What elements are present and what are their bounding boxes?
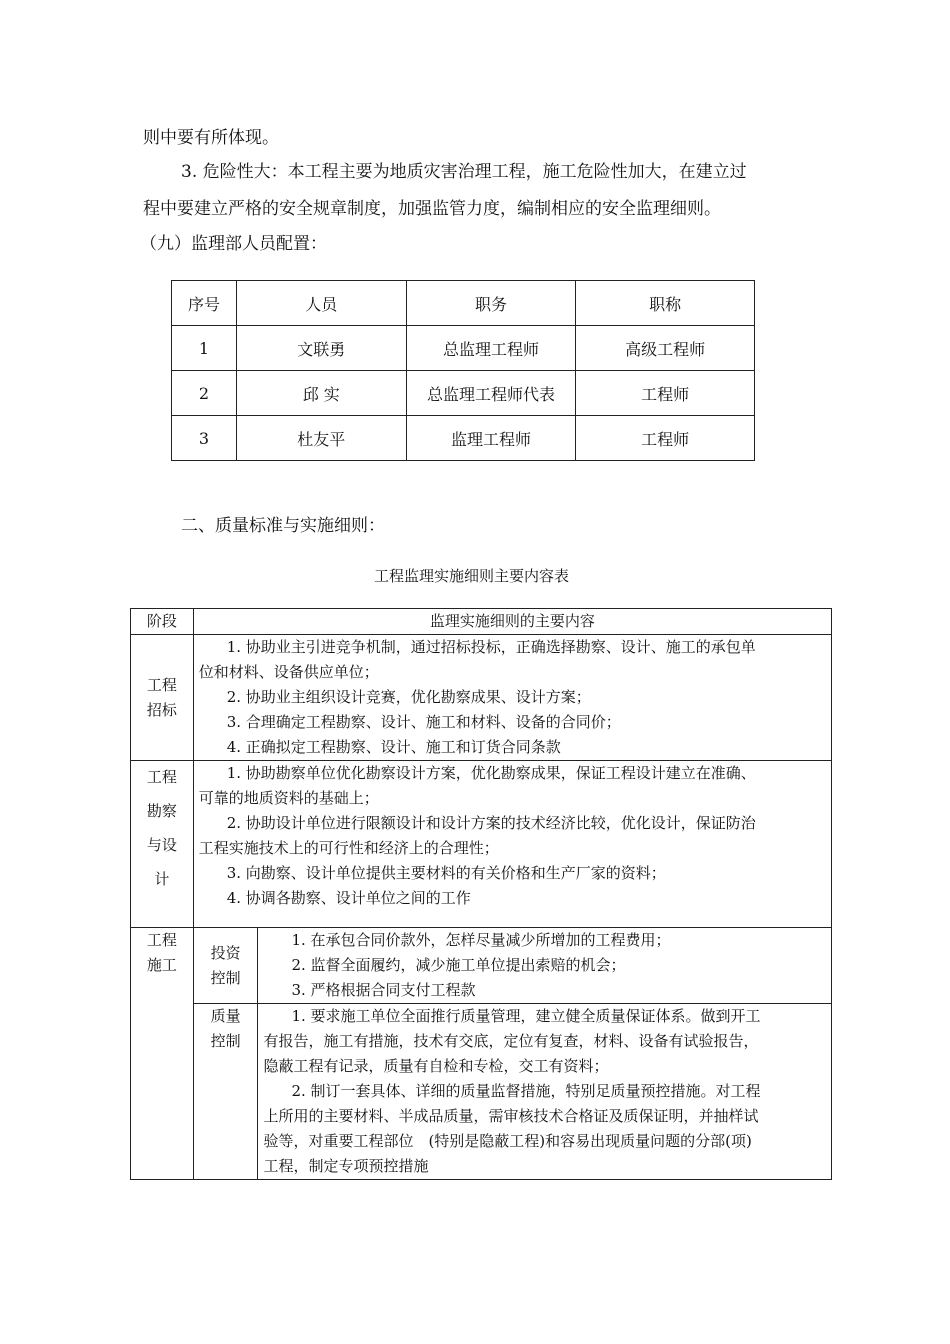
content-cell-survey-design bbox=[193, 761, 831, 928]
table-row bbox=[131, 635, 832, 761]
staff-table bbox=[171, 280, 755, 461]
table-row bbox=[172, 326, 755, 371]
content-line: 工程，制定专项预控措施 bbox=[263, 1157, 429, 1175]
paragraph-2-line-2: 程中要建立严格的安全规章制度，加强监管力度，编制相应的安全监理细则。 bbox=[143, 199, 721, 219]
table-cell: 3 bbox=[172, 416, 237, 461]
content-line: 1. 协助勘察单位优化勘察设计方案，优化勘察成果，保证工程设计建立在准确、 bbox=[226, 764, 756, 782]
content-line: 3. 向勘察、设计单位提供主要材料的有关价格和生产厂家的资料； bbox=[226, 864, 666, 882]
substage-name: 投资 bbox=[210, 943, 241, 962]
stage-cell-survey-design bbox=[131, 761, 194, 928]
paragraph-2-line-1: 3. 危险性大：本工程主要为地质灾害治理工程，施工危险性加大，在建立过 bbox=[181, 162, 747, 182]
content-line: 2. 协助业主组织设计竞赛，优化勘察成果、设计方案； bbox=[226, 688, 591, 706]
content-line: 2. 制订一套具体、详细的质量监督措施，特别足质量预控措施。对工程 bbox=[291, 1082, 761, 1100]
header-cell: 序号 bbox=[172, 281, 237, 326]
stage-name: 工程 bbox=[146, 931, 177, 949]
content-line: 有报告，施工有措施，技术有交底，定位有复查，材料、设备有试验报告， bbox=[263, 1032, 759, 1050]
content-cell-investment bbox=[258, 928, 832, 1004]
content-line: 3. 合理确定工程勘察、设计、施工和材料、设备的合同价； bbox=[226, 713, 621, 731]
table-row bbox=[131, 761, 832, 928]
paragraph-1: 则中要有所体现。 bbox=[143, 128, 279, 148]
content-line: 验等，对重要工程部位 (特别是隐蔽工程)和容易出现质量问题的分部(项) bbox=[263, 1132, 752, 1150]
content-line: 1. 协助业主引进竞争机制，通过招标投标，正确选择勘察、设计、施工的承包单 bbox=[226, 638, 756, 656]
content-line: 4. 正确拟定工程勘察、设计、施工和订货合同条款 bbox=[226, 738, 561, 756]
stage-name: 与设 bbox=[146, 836, 177, 854]
table-row bbox=[131, 928, 832, 1004]
table-row bbox=[131, 1004, 832, 1180]
table-cell: 文联勇 bbox=[236, 326, 406, 371]
stage-cell-construction bbox=[131, 928, 194, 1180]
content-line: 4. 协调各勘察、设计单位之间的工作 bbox=[226, 889, 471, 907]
substage-name: 质量 bbox=[210, 1007, 241, 1025]
table-row bbox=[172, 371, 755, 416]
table-cell: 工程师 bbox=[576, 371, 755, 416]
content-line: 2. 监督全面履约，减少施工单位提出索赔的机会； bbox=[291, 956, 626, 974]
stage-header: 阶段 bbox=[131, 609, 194, 635]
content-line: 1. 要求施工单位全面推行质量管理，建立健全质量保证体系。做到开工 bbox=[291, 1007, 761, 1025]
stage-name: 计 bbox=[154, 870, 170, 888]
table-cell: 杜友平 bbox=[236, 416, 406, 461]
content-line: 3. 严格根据合同支付工程款 bbox=[291, 981, 476, 999]
table-row bbox=[172, 416, 755, 461]
table-cell: 2 bbox=[172, 371, 237, 416]
content-line: 1. 在承包合同价款外，怎样尽量减少所增加的工程费用； bbox=[291, 931, 671, 949]
substage-cell-quality bbox=[193, 1004, 258, 1180]
content-cell-bidding bbox=[193, 635, 831, 761]
substage-name: 控制 bbox=[210, 968, 241, 987]
table-cell: 监理工程师 bbox=[406, 416, 576, 461]
table-header-row bbox=[131, 609, 832, 635]
table-cell: 工程师 bbox=[576, 416, 755, 461]
main-content-table bbox=[130, 608, 832, 1180]
header-cell: 人员 bbox=[236, 281, 406, 326]
stage-name: 施工 bbox=[146, 956, 177, 974]
content-header: 监理实施细则的主要内容 bbox=[193, 609, 831, 635]
substage-cell-investment bbox=[193, 928, 258, 1004]
stage-name: 勘察 bbox=[146, 802, 177, 820]
content-line: 2. 协助设计单位进行限额设计和设计方案的技术经济比较，优化设计，保证防治 bbox=[226, 814, 756, 832]
table-cell: 邱 实 bbox=[236, 371, 406, 416]
table-cell: 总监理工程师 bbox=[406, 326, 576, 371]
stage-name: 工程 bbox=[146, 675, 177, 694]
substage-name: 控制 bbox=[210, 1032, 241, 1050]
stage-cell-bidding bbox=[131, 635, 194, 761]
header-cell: 职称 bbox=[576, 281, 755, 326]
content-line: 工程实施技术上的可行性和经济上的合理性； bbox=[198, 839, 499, 857]
content-line: 可靠的地质资料的基础上； bbox=[198, 789, 379, 807]
content-line: 隐蔽工程有记录，质量有自检和专检，交工有资料； bbox=[263, 1057, 609, 1075]
table-header-row bbox=[172, 281, 755, 326]
table-cell: 总监理工程师代表 bbox=[406, 371, 576, 416]
table-cell: 1 bbox=[172, 326, 237, 371]
content-line: 位和材料、设备供应单位； bbox=[198, 663, 379, 681]
table-cell: 高级工程师 bbox=[576, 326, 755, 371]
stage-name: 工程 bbox=[146, 768, 177, 786]
table-title: 工程监理实施细则主要内容表 bbox=[374, 567, 570, 585]
staff-heading: （九）监理部人员配置： bbox=[140, 234, 327, 254]
content-cell-quality bbox=[258, 1004, 832, 1180]
header-cell: 职务 bbox=[406, 281, 576, 326]
content-line: 上所用的主要材料、半成品质量，需审核技术合格证及质保证明，并抽样试 bbox=[263, 1107, 759, 1125]
stage-name: 招标 bbox=[146, 700, 177, 719]
section-2-heading: 二、质量标准与实施细则： bbox=[181, 516, 385, 536]
